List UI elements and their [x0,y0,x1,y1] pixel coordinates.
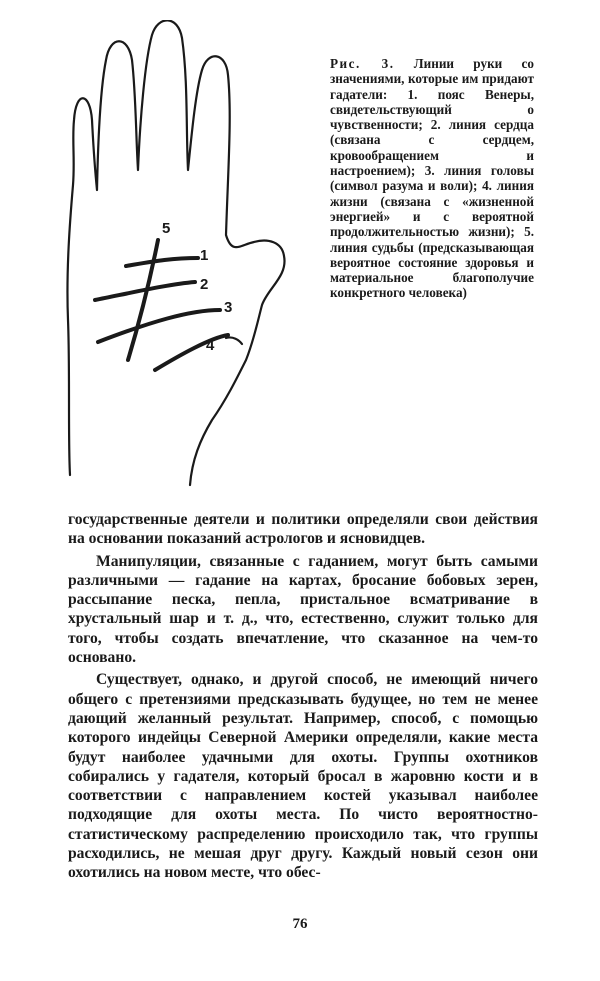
body-text [68,510,538,883]
hand-illustration [40,20,330,500]
hand-outline [67,20,284,485]
life-line-label: 4 [206,337,215,354]
head-line-label: 3 [224,299,233,316]
fate-line-label: 5 [162,220,171,237]
paragraph-3: Существует, однако, и другой способ, не имеющий ничего общего с претензиями предсказывать будущее, но тем не менее дающий желанный результат. Например, способ, с помощью которого индейцы Северной Америки определяли, какие места будут наиболее удачными для охоты. Группы охотников собирались у гадателя, который бросал в жаровню кости и в соответствии с направлением костей указывал наиболее подходящие для охоты места. По чисто вероятностно-статистическому распределению происходило так, что группы расходились, не мешая друг другу. Каждый новый сезон они охотились на новом месте, что обес- [68,671,538,882]
figure-number: Рис. 3. [330,56,395,71]
palm-figure [40,20,330,500]
thumb-crease [226,337,242,344]
heart-line-label: 2 [200,276,209,293]
fate-line [128,240,158,360]
figure-caption-text: Линии руки со значениями, которые им придают гадатели: 1. пояс Венеры, свидетельствующий о чувственности; 2. линия сердца (связана с сердцем, кровообращением и настроением); 3. линия головы (символ разума и воли); 4. линия жизни (связана с «жизненной энергией» и с вероятной продолжительностью жизни); 5. линия судьбы (предсказывающая вероятное состояние здоровья и материальное благополучие конкретного человека) [330,56,534,301]
paragraph-1: государственные деятели и политики определяли свои действия на основании показаний астрологов и ясновидцев. [68,511,538,548]
belt-of-venus-label: 1 [200,247,209,264]
belt-of-venus-line [126,258,198,266]
figure-caption [330,56,534,301]
life-line [155,335,228,370]
paragraph-2: Манипуляции, связанные с гаданием, могут быть самыми различными — гадание на картах, бросание бобовых зерен, рассыпание песка, пепла, пристальное всматривание в хрустальный шар и т. д., что, естественно, служит только для того, чтобы создать впечатление, что сказанное на чем-то основано. [68,552,538,667]
page-number: 76 [292,916,308,932]
head-line [98,310,220,342]
